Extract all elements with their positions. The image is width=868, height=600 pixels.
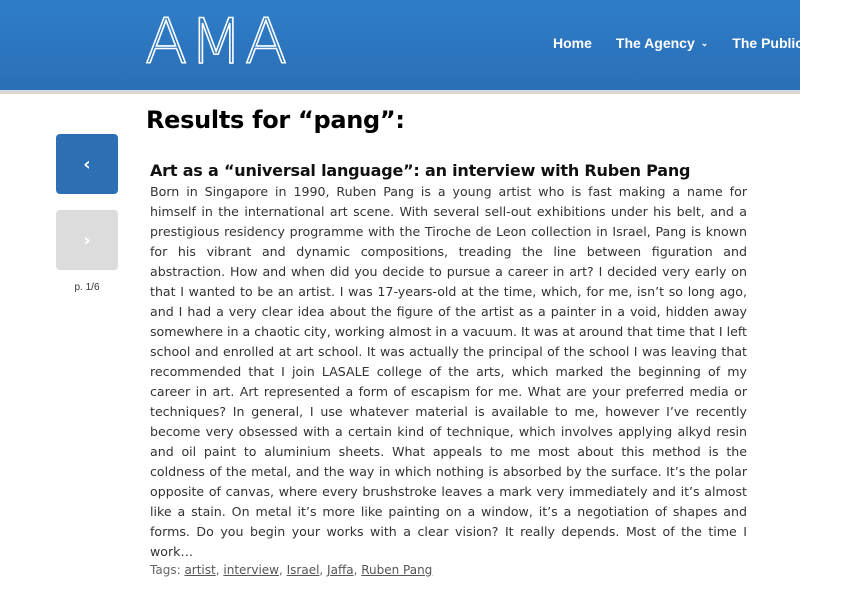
nav-the-publications[interactable]: The Publications: [732, 35, 845, 51]
site-logo[interactable]: AMA: [145, 5, 290, 78]
page-indicator: p. 1/6: [74, 282, 100, 293]
nav-the-agency-label: The Agency: [615, 35, 695, 51]
result-tags: Tags: artist, interview, Israel, Jaffa, Ruben Pang: [150, 563, 433, 577]
result-title-link[interactable]: Art as a “universal language”: an interview with Ruben Pang: [150, 161, 691, 180]
site-header: [0, 0, 845, 94]
tag-link[interactable]: interview: [223, 563, 279, 577]
pagination: [56, 134, 118, 293]
tag-link[interactable]: Ruben Pang: [361, 563, 433, 577]
chevron-down-icon: ⌄: [700, 38, 709, 48]
tags-label: Tags:: [150, 563, 181, 577]
search-result: [150, 161, 747, 577]
next-page-button[interactable]: [56, 210, 118, 270]
tag-link[interactable]: Jaffa: [327, 563, 354, 577]
results-title: Results for “pang”:: [146, 106, 405, 134]
main-nav: [553, 35, 868, 51]
nav-the-agency[interactable]: [616, 35, 708, 51]
nav-home[interactable]: Home: [553, 35, 592, 51]
previous-page-button[interactable]: [56, 134, 118, 194]
tag-link[interactable]: Israel: [286, 563, 320, 577]
tag-link[interactable]: artist: [184, 563, 216, 577]
chevron-right-icon: ›: [83, 229, 91, 251]
result-excerpt: Born in Singapore in 1990, Ruben Pang is a young artist who is fast making a name for himself in the international art scene. With several sell-out exhibitions under his belt, and a prestigious residency programme with the Tiroche de Leon collection in Israel, Pang is known for his vibrant and dynamic compositions, treading the line between figuration and abstraction. How and when did you decide to pursue a career in art? I decided very early on that I wanted to be an artist. I was 17-years-old at the time, which, for me, isn’t so long ago, and I had a very clear idea about the figure of the artist as a painter in a void, hidden away somewhere in a chaotic city, working almost in a vacuum. It was at around that time that I left school and enrolled at art school. It was actually the principal of the school I was leaving that recommended that I join LASALE college of the arts, which marked the beginning of my career in art. Art represented a form of escapism for me. What are your preferred media or techniques? In general, I use whatever material is available to me, however I’ve recently become very obsessed with a certain kind of technique, which involves applying alkyd resin and oil paint to aluminium sheets. What appeals to me most about this method is the coldness of the metal, and the way in which nothing is absorbed by the surface. It’s the polar opposite of canvas, where every brushstroke leaves a mark very immediately and it’s almost like a stain. On metal it’s more like painting on a window, it’s a negotiation of shapes and forms. Do you begin your works with a clear vision? It really depends. Most of the time I work…: [150, 184, 747, 559]
chevron-left-icon: ‹: [83, 153, 91, 175]
